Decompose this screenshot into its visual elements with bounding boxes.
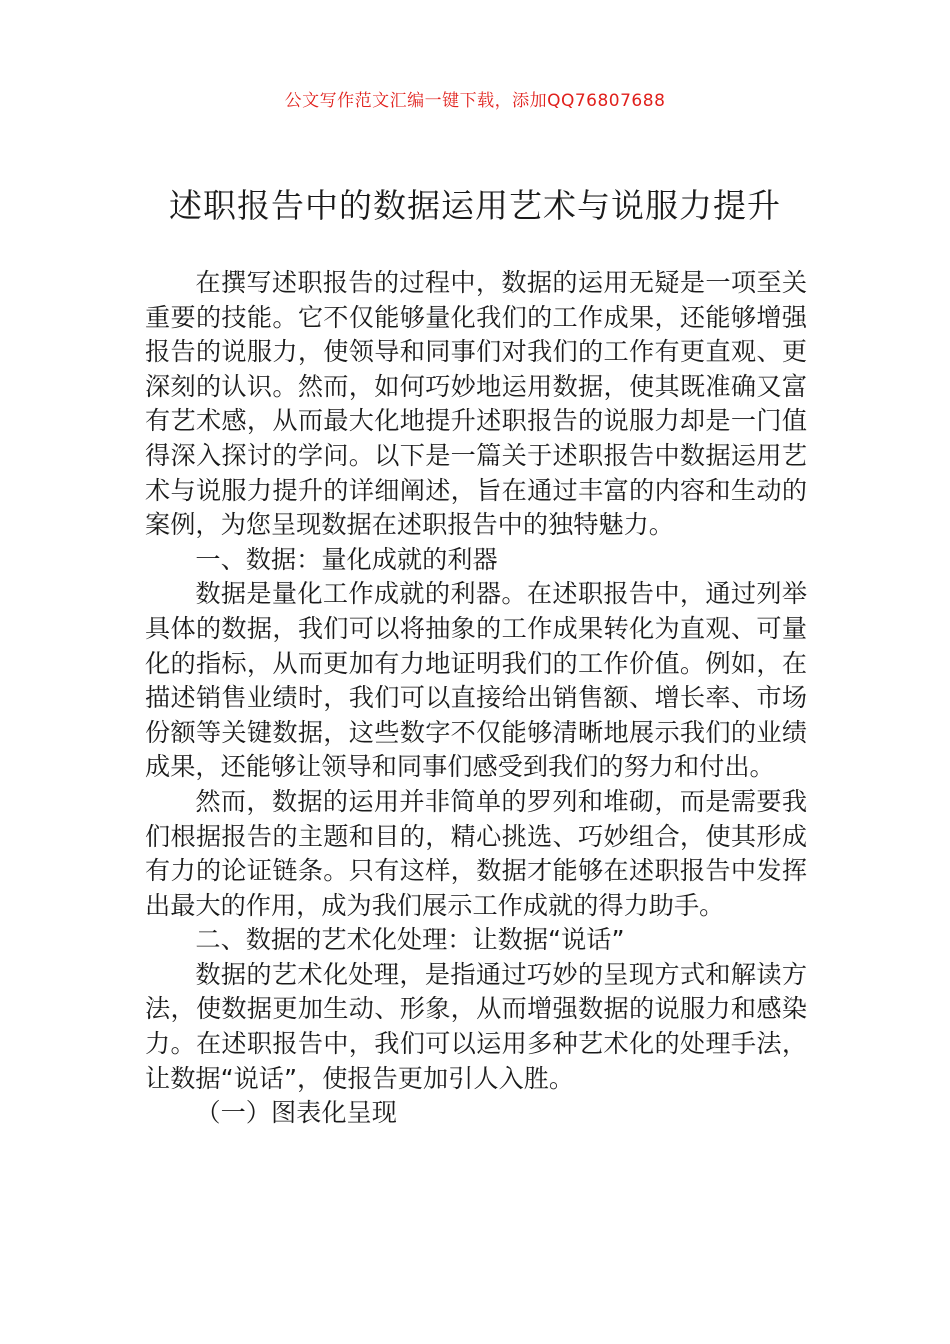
paragraph-section1-a: 数据是量化工作成就的利器。在述职报告中，通过列举具体的数据，我们可以将抽象的工作成果转化为直观、可量化的指标，从而更加有力地证明我们的工作价值。例如，在描述销售业绩时，我们可以直接给出销售额、增长率、市场份额等关键数据，这些数字不仅能够清晰地展示我们的业绩成果，还能够让领导和同事们感受到我们的努力和付出。 — [145, 579, 807, 782]
document-body — [145, 266, 807, 1131]
paragraph-intro: 在撰写述职报告的过程中，数据的运用无疑是一项至关重要的技能。它不仅能够量化我们的工作成果，还能够增强报告的说服力，使领导和同事们对我们的工作有更直观、更深刻的认识。然而，如何巧妙地运用数据，使其既准确又富有艺术感，从而最大化地提升述职报告的说服力却是一门值得深入探讨的学问。以下是一篇关于述职报告中数据运用艺术与说服力提升的详细阐述，旨在通过丰富的内容和生动的案例，为您呈现数据在述职报告中的独特魅力。 — [145, 268, 807, 540]
header-note: 公文写作范文汇编一键下载，添加QQ76807688 — [284, 91, 666, 111]
document-title: 述职报告中的数据运用艺术与说服力提升 — [169, 186, 781, 225]
section-heading-2: 二、数据的艺术化处理：让数据“说话” — [195, 925, 625, 955]
subsection-heading-1: （一）图表化呈现 — [195, 1098, 397, 1128]
section-heading-1: 一、数据：量化成就的利器 — [195, 544, 498, 574]
paragraph-section1-b: 然而，数据的运用并非简单的罗列和堆砌，而是需要我们根据报告的主题和目的，精心挑选、巧妙组合，使其形成有力的论证链条。只有这样，数据才能够在述职报告中发挥出最大的作用，成为我们展示工作成就的得力助手。 — [145, 786, 807, 920]
paragraph-section2-a: 数据的艺术化处理，是指通过巧妙的呈现方式和解读方法，使数据更加生动、形象，从而增强数据的说服力和感染力。在述职报告中，我们可以运用多种艺术化的处理手法，让数据“说话”，使报告更加引人入胜。 — [145, 959, 807, 1093]
